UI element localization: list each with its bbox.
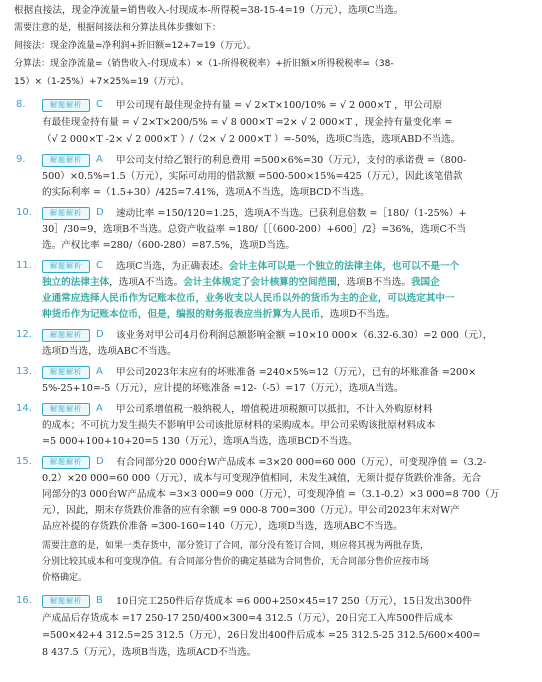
explanation-line: 的实际利率 =（1.5+30）/425=7.41%，选项A不当选，选项BCD不当选。 [42, 187, 370, 198]
analysis-badge: 解题解析 [42, 260, 90, 273]
highlighted-text: 业通常应选择人民币作为记账本位币，业务收支以人民币以外的货币为主的企业，可以选定其中一 [42, 293, 455, 304]
plain-text: ，选项D不当选。 [320, 309, 396, 320]
highlighted-text: 我国企 [410, 277, 440, 288]
highlighted-text: 独立的法律主体 [42, 277, 110, 288]
answer-letter: C [96, 99, 103, 110]
explanation-line [0, 308, 542, 321]
item-number: 12. [16, 329, 32, 340]
highlighted-text: 种货币作为记账本位币，但是，编报的财务报表应当折算为人民币 [42, 309, 321, 320]
intro-note-3: 分算法：现金净流量=（销售收入-付现成本）×（1-所得税税率）+折旧额×所得税税率=（38- [14, 59, 394, 69]
highlighted-text: 会计主体可以是一个独立的法律主体，也可以不是一个 [228, 261, 460, 272]
explanation-line: 元），因此，期末存货跌价准备的应有余额 =9 000-8 700=300（万元）。甲公司2023年末对W产 [42, 505, 460, 516]
explanation-line: 甲公司系增值税一般纳税人，增值税进项税额可以抵扣，不计入外购原材料 [116, 404, 433, 415]
explanation-line: 的成本；不可抗力发生损失不影响甲公司该批原材料的采购成本。甲公司采购该批原材料成本 [42, 420, 436, 431]
answer-letter: D [96, 456, 104, 467]
explanation-line: =5 000+100+10+20=5 130（万元），选项A当选，选项BCD不当选。 [42, 436, 358, 447]
answer-letter: B [96, 595, 103, 606]
explanation-line: 8 437.5（万元），选项B当选，选项ACD不当选。 [42, 647, 257, 658]
explanation-line: 同部分的3 000台W产品成本 =3×3 000=9 000（万元），可变现净值 =（3.1-0.2）×3 000=8 700（万 [42, 489, 500, 500]
explanation-note: 分别比较其成本和可变现净值。有合同部分售价的确定基础为合同售价，无合同部分售价应按市场 [42, 557, 430, 567]
analysis-badge: 解题解析 [42, 154, 90, 167]
answer-letter: A [96, 154, 103, 165]
explanation-line: 0.2）×20 000=60 000（万元），成本与可变现净值相同，未发生减值，无须计提存货跌价准备。无合 [42, 473, 482, 484]
explanation-line: 甲公司支付给乙银行的利息费用 =500×6%=30（万元），支付的承诺费 =（800- [116, 155, 467, 166]
explanation-line [116, 260, 534, 273]
explanation-line: 有合同部分20 000台W产品成本 =3×20 000=60 000（万元），可变现净值 =（3.2- [116, 457, 487, 468]
explanation-line: 选项D当选，选项ABC不当选。 [42, 346, 177, 357]
explanation-line: =500×42+4 312.5=25 312.5（万元），26日发出400件后成本 =25 312.5-25 312.5/600×400= [42, 630, 481, 641]
explanation-line: 甲公司2023年末应有的坏账准备 =240×5%=12（万元），已有的坏账准备 =200× [116, 367, 477, 378]
explanation-line: 速动比率 =150/120=1.25，选项A不当选。已获利息倍数 =［180/（1-25%）+ [116, 208, 467, 219]
item-number: 13. [16, 366, 32, 377]
analysis-badge: 解题解析 [42, 329, 90, 342]
explanation-line [0, 292, 542, 305]
intro-line-1: 根据直接法，现金净流量=销售收入-付现成本-所得税=38-15-4=19（万元），选项C当选。 [14, 5, 404, 16]
explanation-line: 30］/30=9，选项B不当选。总资产收益率 =180/｛［（600-200）+600］/2｝=36%，选项C不当 [42, 224, 466, 235]
explanation-line: 10日完工250件后存货成本 =6 000+250×45=17 250（万元），15日发出300件 [116, 596, 472, 607]
plain-text: 选项C当选，为正确表述。 [116, 261, 229, 272]
intro-note-2: 间接法：现金净流量=净利润+折旧额=12+7=19（万元）。 [14, 41, 256, 51]
analysis-badge: 解题解析 [42, 99, 90, 112]
explanation-note: 需要注意的是，如果一类存货中，部分签订了合同，部分没有签订合同，则应将其视为两批存货， [42, 541, 430, 551]
intro-note-1: 需要注意的是，根据间接法和分算法具体步骤如下： [14, 23, 222, 33]
explanation-line: 有最佳现金持有量 = √ 2×T×200/5% = √ 8 000×T =2× √ 2 000×T ，现金持有量变化率 = [42, 117, 453, 128]
explanation-line: 该业务对甲公司4月份利润总额影响金额 =10×10 000×（6.32-6.30）=2 000（元）， [116, 330, 493, 341]
item-number: 9. [16, 154, 26, 165]
item-number: 11. [16, 260, 32, 271]
analysis-badge: 解题解析 [42, 207, 90, 220]
answer-letter: D [96, 329, 104, 340]
answer-letter: A [96, 403, 103, 414]
explanation-line: 甲公司现有最佳现金持有量 = √ 2×T×100/10% = √ 2 000×T ，甲公司原 [116, 100, 443, 111]
analysis-badge: 解题解析 [42, 366, 90, 379]
item-number: 14. [16, 403, 32, 414]
analysis-badge: 解题解析 [42, 403, 90, 416]
item-number: 10. [16, 207, 32, 218]
explanation-line: （√ 2 000×T -2× √ 2 000×T ）/（2× √ 2 000×T ）=-50%，选项C当选，选项ABD不当选。 [42, 134, 461, 145]
item-number: 8. [16, 99, 26, 110]
answer-letter: A [96, 366, 103, 377]
explanation-line: 选。产权比率 =280/（600-280）=87.5%，选项D当选。 [42, 240, 296, 251]
explanation-line: 产成品后存货成本 =17 250-17 250/400×300=4 312.5（万元），20日完工入库500件后成本 [42, 613, 453, 624]
analysis-badge: 解题解析 [42, 595, 90, 608]
answer-letter: D [96, 207, 104, 218]
explanation-line: 5%-25+10=-5（万元），应计提的坏账准备 =12-（-5）=17（万元），选项A当选。 [42, 383, 404, 394]
intro-note-4: 15）×（1-25%）+7×25%=19（万元）。 [14, 77, 190, 87]
plain-text: ，选项A不当选。 [109, 277, 184, 288]
plain-text: ，选项B不当选。 [336, 277, 411, 288]
highlighted-text: 会计主体规定了会计核算的空间范围 [183, 277, 337, 288]
explanation-line [0, 276, 542, 289]
analysis-badge: 解题解析 [42, 456, 90, 469]
explanation-line: 500）×0.5%=1.5（万元），实际可动用的借款额 =500-500×15%=425（万元），因此该笔借款 [42, 171, 463, 182]
item-number: 15. [16, 456, 32, 467]
explanation-note: 价格确定。 [42, 573, 88, 583]
item-number: 16. [16, 595, 32, 606]
explanation-line: 品应补提的存货跌价准备 =300-160=140（万元），选项D当选，选项ABC不当选。 [42, 521, 403, 532]
answer-letter: C [96, 260, 103, 271]
